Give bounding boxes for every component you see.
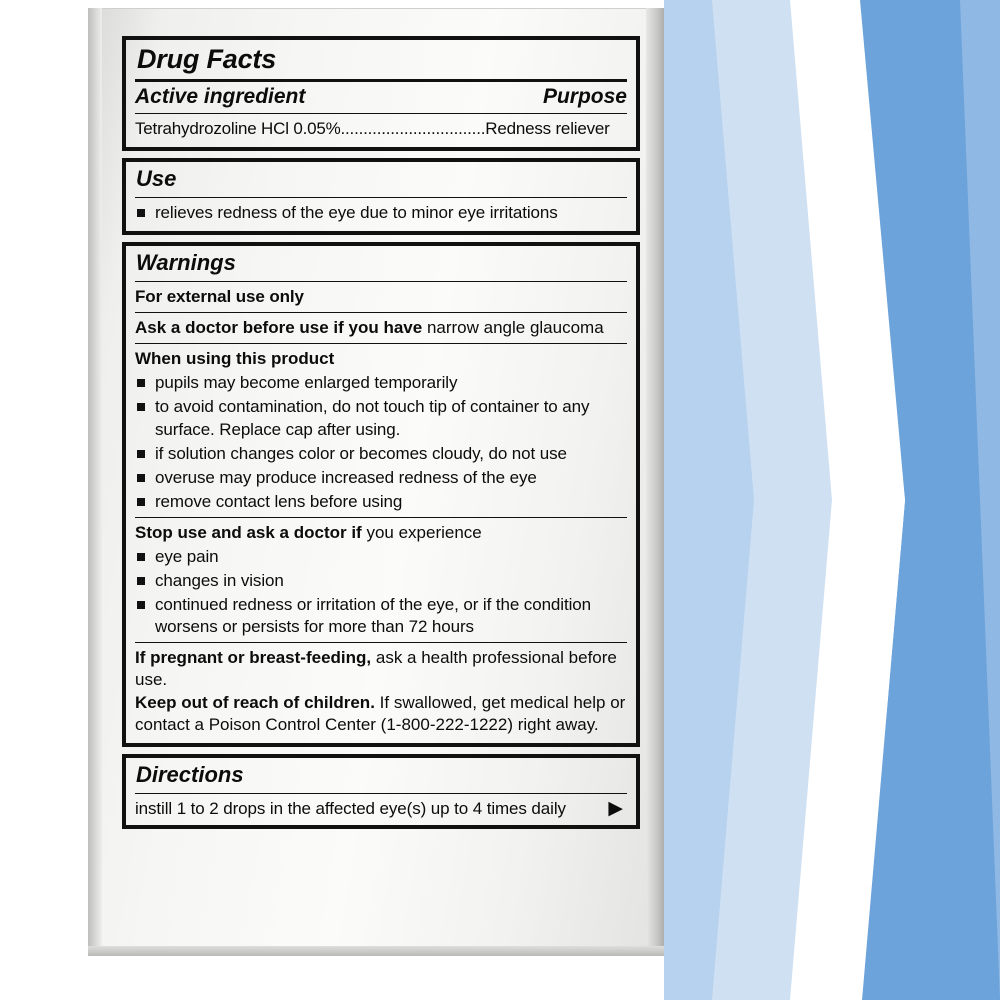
active-ingredient-panel bbox=[122, 36, 640, 151]
list-item: pupils may become enlarged temporarily bbox=[135, 372, 627, 394]
product-package bbox=[88, 8, 664, 956]
use-rule bbox=[135, 197, 627, 198]
use-list bbox=[135, 202, 627, 224]
active-ingredient-rule bbox=[135, 113, 627, 114]
list-item: continued redness or irritation of the eye, or if the condition worsens or persists for more than 72 hours bbox=[135, 594, 627, 638]
when-using-heading: When using this product bbox=[135, 349, 335, 369]
purpose-heading: Purpose bbox=[542, 85, 627, 109]
stop-use-rule bbox=[135, 642, 627, 643]
package-right-edge bbox=[646, 8, 664, 956]
ask-doctor-rest: narrow angle glaucoma bbox=[426, 318, 604, 338]
stop-use-rest: you experience bbox=[366, 522, 482, 542]
drug-facts-label bbox=[122, 36, 640, 836]
active-ingredient-line: Tetrahydrozoline HCl 0.05%................................Redness reliever bbox=[135, 119, 610, 139]
stop-use-list bbox=[135, 546, 627, 638]
active-ingredient-heading: Active ingredient bbox=[135, 85, 306, 109]
children-line bbox=[135, 692, 627, 736]
directions-panel bbox=[122, 754, 640, 829]
stop-use-line bbox=[135, 522, 627, 544]
list-item: changes in vision bbox=[135, 570, 627, 592]
directions-text: instill 1 to 2 drops in the affected eye(s) up to 4 times daily bbox=[135, 799, 566, 819]
active-ingredient-heading-row bbox=[135, 85, 627, 109]
package-left-edge bbox=[88, 8, 102, 956]
directions-row bbox=[135, 798, 627, 820]
pregnant-rest: ask a health professional before use. bbox=[135, 648, 617, 690]
use-heading: Use bbox=[136, 165, 177, 191]
pregnant-line bbox=[135, 647, 627, 691]
when-using-list bbox=[135, 372, 627, 513]
ask-doctor-line bbox=[135, 317, 627, 339]
title-rule bbox=[135, 79, 627, 82]
use-panel bbox=[122, 158, 640, 235]
pregnant-bold: If pregnant or breast-feeding, bbox=[135, 648, 372, 668]
package-bottom-edge bbox=[88, 946, 664, 956]
directions-rule bbox=[135, 793, 627, 794]
list-item: to avoid contamination, do not touch tip of container to any surface. Replace cap after using. bbox=[135, 396, 627, 440]
ask-doctor-bold: Ask a doctor before use if you have bbox=[135, 318, 423, 338]
children-bold: Keep out of reach of children. bbox=[135, 692, 375, 712]
drug-facts-title: Drug Facts bbox=[137, 44, 277, 74]
list-item: relieves redness of the eye due to minor eye irritations bbox=[135, 202, 627, 224]
ask-doctor-rule bbox=[135, 343, 627, 344]
directions-heading: Directions bbox=[136, 761, 244, 787]
children-rest: If swallowed, get medical help or contact a Poison Control Center (1-800-222-1222) right away. bbox=[135, 692, 626, 734]
warnings-heading: Warnings bbox=[136, 250, 236, 276]
when-using-rule bbox=[135, 517, 627, 518]
external-use-text: For external use only bbox=[135, 287, 304, 307]
stop-use-bold: Stop use and ask a doctor if bbox=[135, 522, 362, 542]
list-item: eye pain bbox=[135, 546, 627, 568]
warnings-rule bbox=[135, 281, 627, 282]
list-item: remove contact lens before using bbox=[135, 491, 627, 513]
list-item: overuse may produce increased redness of the eye bbox=[135, 467, 627, 489]
list-item: if solution changes color or becomes cloudy, do not use bbox=[135, 443, 627, 465]
warnings-panel bbox=[122, 242, 640, 747]
arrow-right-icon: ▶ bbox=[608, 797, 623, 819]
external-use-rule bbox=[135, 312, 627, 313]
